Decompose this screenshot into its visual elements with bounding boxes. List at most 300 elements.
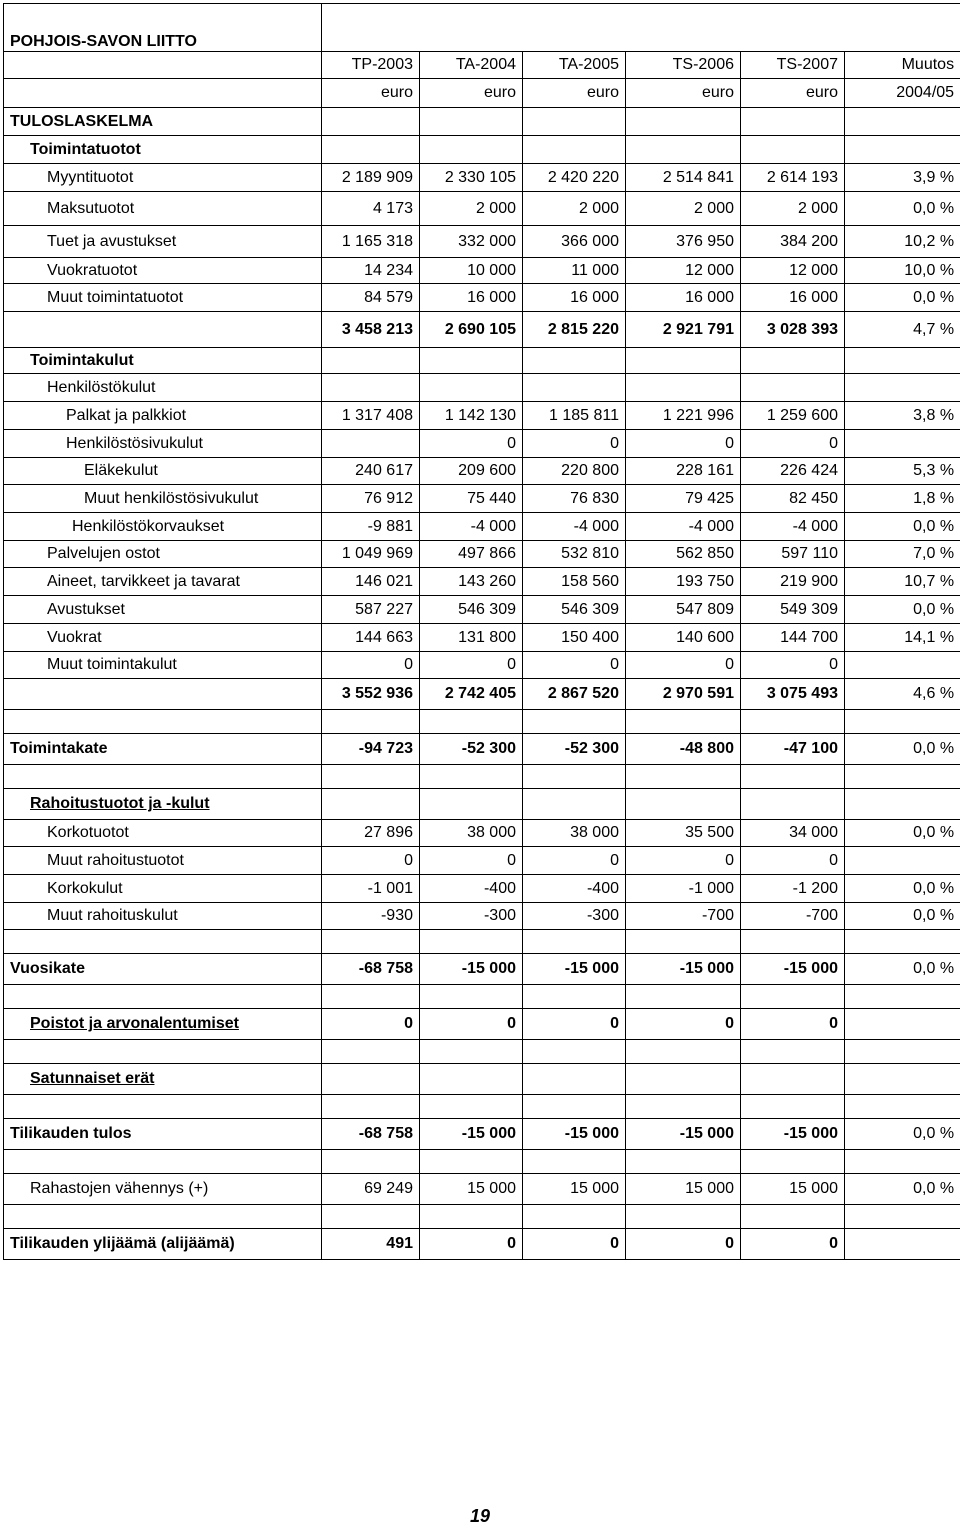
row-label <box>4 954 322 985</box>
value-cell: 150 400 <box>523 624 626 652</box>
value-cell: -48 800 <box>626 734 741 765</box>
value-cell: 0 <box>420 652 523 679</box>
change-percent-cell <box>845 847 960 875</box>
row-label <box>4 226 322 258</box>
row-label-text: Muut toimintatuotot <box>47 289 183 306</box>
value-cell: 0 <box>741 652 845 679</box>
value-cell: 0 <box>523 1009 626 1040</box>
value-cell: 0 <box>626 1229 741 1260</box>
row-label <box>4 1205 322 1229</box>
value-cell: 3 075 493 <box>741 679 845 710</box>
title-row <box>4 4 960 52</box>
value-cell: 16 000 <box>626 284 741 312</box>
unit-cell: euro <box>741 79 845 108</box>
value-cell: -68 758 <box>322 954 420 985</box>
row-label <box>4 596 322 624</box>
row-label-text: Tilikauden tulos <box>10 1125 132 1142</box>
change-percent-cell: 0,0 % <box>845 903 960 930</box>
financial-statement-table <box>3 3 960 1260</box>
table-row <box>4 710 960 734</box>
table-row <box>4 652 960 679</box>
row-label <box>4 1119 322 1150</box>
table-row <box>4 985 960 1009</box>
table-row <box>4 1064 960 1095</box>
value-cell: 0 <box>626 430 741 458</box>
value-cell <box>741 136 845 164</box>
page-number: 19 <box>0 1506 960 1527</box>
row-label-text: Toimintakate <box>10 740 108 757</box>
row-label <box>4 136 322 164</box>
change-percent-cell: 0,0 % <box>845 192 960 226</box>
change-percent-cell <box>845 652 960 679</box>
value-cell: 1 221 996 <box>626 402 741 430</box>
value-cell: 2 420 220 <box>523 164 626 192</box>
change-percent-cell: 10,0 % <box>845 258 960 284</box>
change-percent-cell <box>845 1009 960 1040</box>
value-cell: 2 000 <box>420 192 523 226</box>
value-cell <box>523 136 626 164</box>
value-cell <box>322 1040 420 1064</box>
value-cell: -15 000 <box>741 954 845 985</box>
value-cell <box>741 1095 845 1119</box>
change-percent-cell: 1,8 % <box>845 485 960 513</box>
value-cell <box>322 930 420 954</box>
value-cell <box>420 985 523 1009</box>
row-label <box>4 164 322 192</box>
value-cell: 16 000 <box>523 284 626 312</box>
value-cell <box>626 765 741 789</box>
value-cell: 220 800 <box>523 458 626 485</box>
change-percent-cell <box>845 1229 960 1260</box>
value-cell <box>523 1095 626 1119</box>
value-cell <box>420 1150 523 1174</box>
column-header-row <box>4 52 960 79</box>
row-label-text: Henkilöstökorvaukset <box>72 518 224 535</box>
value-cell: 209 600 <box>420 458 523 485</box>
table-row <box>4 820 960 847</box>
value-cell: -700 <box>626 903 741 930</box>
value-cell <box>420 108 523 136</box>
value-cell: -15 000 <box>523 1119 626 1150</box>
value-cell: 0 <box>523 1229 626 1260</box>
table-row <box>4 903 960 930</box>
value-cell <box>322 710 420 734</box>
change-percent-cell <box>845 374 960 402</box>
row-label <box>4 1064 322 1095</box>
value-cell: 2 000 <box>523 192 626 226</box>
value-cell: -15 000 <box>626 1119 741 1150</box>
value-cell: 15 000 <box>523 1174 626 1205</box>
value-cell: -1 000 <box>626 875 741 903</box>
value-cell: 491 <box>322 1229 420 1260</box>
row-label-text: Muut rahoitustuotot <box>47 852 184 869</box>
value-cell <box>626 1205 741 1229</box>
row-label <box>4 1095 322 1119</box>
table-row <box>4 1150 960 1174</box>
value-cell <box>420 930 523 954</box>
value-cell <box>523 374 626 402</box>
value-cell: 549 309 <box>741 596 845 624</box>
value-cell: 82 450 <box>741 485 845 513</box>
value-cell: 384 200 <box>741 226 845 258</box>
change-percent-cell <box>845 789 960 820</box>
col-header-muutos: Muutos <box>845 52 960 79</box>
value-cell <box>523 1064 626 1095</box>
change-percent-cell: 14,1 % <box>845 624 960 652</box>
row-label <box>4 541 322 568</box>
table-row <box>4 485 960 513</box>
table-row <box>4 734 960 765</box>
value-cell <box>322 1064 420 1095</box>
change-percent-cell <box>845 930 960 954</box>
value-cell <box>626 710 741 734</box>
value-cell: -1 200 <box>741 875 845 903</box>
col-header-ts-2006: TS-2006 <box>626 52 741 79</box>
value-cell: 193 750 <box>626 568 741 596</box>
col-header-tp-2003: TP-2003 <box>322 52 420 79</box>
change-percent-cell: 4,7 % <box>845 312 960 348</box>
change-percent-cell: 0,0 % <box>845 1174 960 1205</box>
value-cell: 376 950 <box>626 226 741 258</box>
row-label <box>4 568 322 596</box>
value-cell: 0 <box>420 1009 523 1040</box>
value-cell: 587 227 <box>322 596 420 624</box>
value-cell: 0 <box>626 1009 741 1040</box>
value-cell: 34 000 <box>741 820 845 847</box>
value-cell <box>626 348 741 374</box>
value-cell <box>322 1095 420 1119</box>
value-cell <box>626 930 741 954</box>
row-label <box>4 192 322 226</box>
value-cell: 497 866 <box>420 541 523 568</box>
unit-row <box>4 79 960 108</box>
change-percent-cell: 0,0 % <box>845 596 960 624</box>
value-cell <box>322 374 420 402</box>
value-cell: 3 458 213 <box>322 312 420 348</box>
value-cell <box>420 136 523 164</box>
value-cell <box>626 1064 741 1095</box>
row-label <box>4 903 322 930</box>
change-percent-cell <box>845 710 960 734</box>
row-label-text: Muut toimintakulut <box>47 656 177 673</box>
value-cell: 16 000 <box>420 284 523 312</box>
table-row <box>4 402 960 430</box>
value-cell: 0 <box>741 1229 845 1260</box>
value-cell: 158 560 <box>523 568 626 596</box>
row-label-text: Toimintatuotot <box>30 141 141 158</box>
col-header-ta-2004: TA-2004 <box>420 52 523 79</box>
change-percent-cell: 10,7 % <box>845 568 960 596</box>
value-cell: 15 000 <box>420 1174 523 1205</box>
row-label-text: Vuokrat <box>47 629 102 646</box>
row-label-text: Rahoitustuotot ja -kulut <box>30 795 210 812</box>
table-row <box>4 348 960 374</box>
value-cell <box>741 930 845 954</box>
value-cell <box>626 108 741 136</box>
row-label <box>4 348 322 374</box>
value-cell <box>420 710 523 734</box>
row-label-text: Henkilöstökulut <box>47 379 156 396</box>
value-cell: 11 000 <box>523 258 626 284</box>
row-label-text: Palvelujen ostot <box>47 545 160 562</box>
change-percent-cell <box>845 348 960 374</box>
col-header-ta-2005: TA-2005 <box>523 52 626 79</box>
value-cell: 35 500 <box>626 820 741 847</box>
value-cell: 2 742 405 <box>420 679 523 710</box>
value-cell <box>626 1095 741 1119</box>
value-cell: 0 <box>322 847 420 875</box>
row-label <box>4 402 322 430</box>
value-cell: 0 <box>523 430 626 458</box>
value-cell <box>322 136 420 164</box>
row-label <box>4 312 322 348</box>
table-row <box>4 1040 960 1064</box>
value-cell <box>420 765 523 789</box>
row-label-text: Maksutuotot <box>47 200 134 217</box>
value-cell: 0 <box>523 652 626 679</box>
value-cell: 12 000 <box>741 258 845 284</box>
value-cell: 2 514 841 <box>626 164 741 192</box>
row-label <box>4 765 322 789</box>
value-cell: 27 896 <box>322 820 420 847</box>
value-cell: -52 300 <box>420 734 523 765</box>
row-label-text: Palkat ja palkkiot <box>66 407 186 424</box>
change-percent-cell <box>845 1095 960 1119</box>
value-cell: 38 000 <box>420 820 523 847</box>
value-cell <box>626 1040 741 1064</box>
value-cell: 2 690 105 <box>420 312 523 348</box>
unit-cell: euro <box>523 79 626 108</box>
value-cell <box>420 789 523 820</box>
row-label <box>4 374 322 402</box>
row-label <box>4 1174 322 1205</box>
value-cell: -300 <box>523 903 626 930</box>
row-label <box>4 485 322 513</box>
value-cell <box>626 374 741 402</box>
row-label <box>4 734 322 765</box>
table-row <box>4 430 960 458</box>
change-percent-cell: 0,0 % <box>845 1119 960 1150</box>
row-label-text: Eläkekulut <box>84 462 158 479</box>
value-cell: 0 <box>741 847 845 875</box>
value-cell: -9 881 <box>322 513 420 541</box>
value-cell: 69 249 <box>322 1174 420 1205</box>
value-cell: -15 000 <box>420 1119 523 1150</box>
row-label <box>4 284 322 312</box>
change-percent-cell <box>845 1150 960 1174</box>
value-cell: 79 425 <box>626 485 741 513</box>
table-row <box>4 284 960 312</box>
change-percent-cell <box>845 1064 960 1095</box>
change-percent-cell: 0,0 % <box>845 513 960 541</box>
table-row <box>4 930 960 954</box>
change-percent-cell <box>845 430 960 458</box>
value-cell <box>420 348 523 374</box>
value-cell: 1 185 811 <box>523 402 626 430</box>
value-cell <box>741 710 845 734</box>
change-percent-cell: 0,0 % <box>845 284 960 312</box>
value-cell: 228 161 <box>626 458 741 485</box>
value-cell: 144 663 <box>322 624 420 652</box>
value-cell <box>741 1040 845 1064</box>
value-cell: 1 259 600 <box>741 402 845 430</box>
value-cell: -47 100 <box>741 734 845 765</box>
value-cell: 0 <box>322 1009 420 1040</box>
value-cell: 0 <box>523 847 626 875</box>
value-cell: -400 <box>420 875 523 903</box>
value-cell <box>523 985 626 1009</box>
row-label <box>4 258 322 284</box>
value-cell <box>626 985 741 1009</box>
row-label-text: Muut henkilöstösivukulut <box>84 490 258 507</box>
value-cell <box>523 930 626 954</box>
row-label <box>4 985 322 1009</box>
value-cell: 0 <box>741 430 845 458</box>
value-cell <box>523 1205 626 1229</box>
change-percent-cell: 5,3 % <box>845 458 960 485</box>
value-cell: -15 000 <box>420 954 523 985</box>
value-cell: -94 723 <box>322 734 420 765</box>
value-cell: 597 110 <box>741 541 845 568</box>
row-label <box>4 1009 322 1040</box>
value-cell: 1 049 969 <box>322 541 420 568</box>
row-label <box>4 624 322 652</box>
table-row <box>4 624 960 652</box>
value-cell <box>741 348 845 374</box>
value-cell: 14 234 <box>322 258 420 284</box>
table-row <box>4 312 960 348</box>
row-label-text: Korkokulut <box>47 880 123 897</box>
value-cell: 2 189 909 <box>322 164 420 192</box>
value-cell: 219 900 <box>741 568 845 596</box>
row-label <box>4 1150 322 1174</box>
row-label <box>4 789 322 820</box>
value-cell: 12 000 <box>626 258 741 284</box>
value-cell: -15 000 <box>626 954 741 985</box>
value-cell: 75 440 <box>420 485 523 513</box>
change-percent-cell <box>845 765 960 789</box>
value-cell <box>626 1150 741 1174</box>
row-label <box>4 847 322 875</box>
value-cell <box>523 765 626 789</box>
value-cell: 143 260 <box>420 568 523 596</box>
change-percent-cell: 0,0 % <box>845 954 960 985</box>
table-row <box>4 875 960 903</box>
organization-title: POHJOIS-SAVON LIITTO <box>4 4 322 52</box>
value-cell <box>322 348 420 374</box>
value-cell <box>626 136 741 164</box>
value-cell: -300 <box>420 903 523 930</box>
value-cell: -400 <box>523 875 626 903</box>
value-cell <box>741 108 845 136</box>
table-row <box>4 513 960 541</box>
row-label-text: Rahastojen vähennys (+) <box>30 1180 208 1197</box>
value-cell: 2 970 591 <box>626 679 741 710</box>
change-percent-cell <box>845 985 960 1009</box>
table-row <box>4 108 960 136</box>
value-cell: 547 809 <box>626 596 741 624</box>
value-cell <box>523 1150 626 1174</box>
row-label-text: TULOSLASKELMA <box>10 113 153 130</box>
value-cell: 0 <box>626 847 741 875</box>
table-row <box>4 136 960 164</box>
table-row <box>4 1095 960 1119</box>
value-cell: 546 309 <box>420 596 523 624</box>
value-cell <box>322 108 420 136</box>
value-cell: 4 173 <box>322 192 420 226</box>
row-label-text: Aineet, tarvikkeet ja tavarat <box>47 573 240 590</box>
value-cell <box>322 765 420 789</box>
value-cell: 1 165 318 <box>322 226 420 258</box>
value-cell: 131 800 <box>420 624 523 652</box>
value-cell: 76 912 <box>322 485 420 513</box>
value-cell <box>420 1064 523 1095</box>
row-label <box>4 875 322 903</box>
table-row <box>4 1174 960 1205</box>
value-cell <box>741 789 845 820</box>
table-row <box>4 568 960 596</box>
value-cell <box>322 985 420 1009</box>
value-cell <box>420 1040 523 1064</box>
row-label <box>4 430 322 458</box>
row-label-text: Poistot ja arvonalentumiset <box>30 1015 239 1032</box>
value-cell: 2 000 <box>626 192 741 226</box>
unit-cell: 2004/05 <box>845 79 960 108</box>
table-row <box>4 192 960 226</box>
unit-cell: euro <box>420 79 523 108</box>
value-cell: 38 000 <box>523 820 626 847</box>
value-cell <box>420 374 523 402</box>
value-cell: 366 000 <box>523 226 626 258</box>
change-percent-cell <box>845 1205 960 1229</box>
row-label <box>4 513 322 541</box>
value-cell: -4 000 <box>626 513 741 541</box>
row-label-text: Myyntituotot <box>47 169 133 186</box>
table-row <box>4 765 960 789</box>
row-label-text: Vuosikate <box>10 960 85 977</box>
value-cell: 0 <box>420 847 523 875</box>
row-label <box>4 820 322 847</box>
table-row <box>4 258 960 284</box>
value-cell: 2 921 791 <box>626 312 741 348</box>
row-label-text: Henkilöstösivukulut <box>66 435 203 452</box>
table-row <box>4 1009 960 1040</box>
row-label-text: Tilikauden ylijäämä (alijäämä) <box>10 1235 235 1252</box>
change-percent-cell <box>845 1040 960 1064</box>
row-label-text: Avustukset <box>47 601 125 618</box>
value-cell: 3 028 393 <box>741 312 845 348</box>
value-cell <box>741 1150 845 1174</box>
value-cell: 0 <box>741 1009 845 1040</box>
row-label <box>4 1040 322 1064</box>
row-label-text: Korkotuotot <box>47 824 129 841</box>
value-cell: -68 758 <box>322 1119 420 1150</box>
change-percent-cell: 0,0 % <box>845 875 960 903</box>
row-label-text: Satunnaiset erät <box>30 1070 154 1087</box>
value-cell: 546 309 <box>523 596 626 624</box>
value-cell: 562 850 <box>626 541 741 568</box>
row-label-text: Toimintakulut <box>30 352 134 369</box>
value-cell: -15 000 <box>741 1119 845 1150</box>
value-cell <box>322 430 420 458</box>
table-row <box>4 1229 960 1260</box>
value-cell: 15 000 <box>626 1174 741 1205</box>
table-row <box>4 954 960 985</box>
value-cell: -4 000 <box>420 513 523 541</box>
value-cell: 10 000 <box>420 258 523 284</box>
value-cell: -15 000 <box>523 954 626 985</box>
value-cell: 15 000 <box>741 1174 845 1205</box>
